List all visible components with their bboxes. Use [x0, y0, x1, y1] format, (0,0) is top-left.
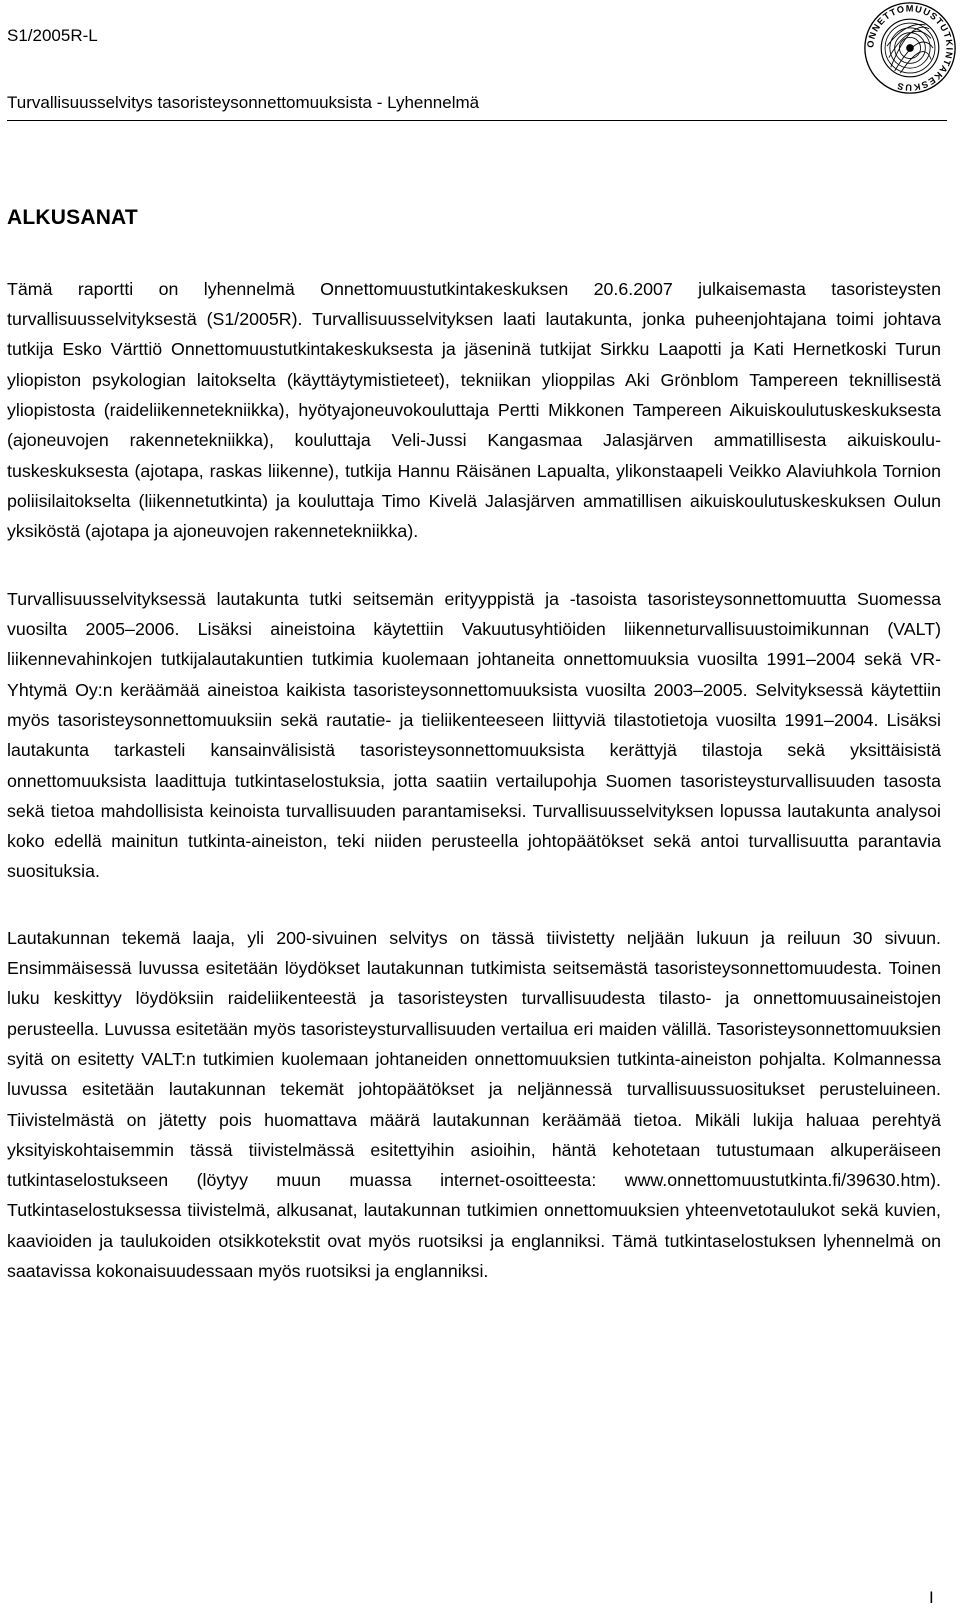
document-running-title: Turvallisuusselvitys tasoristeysonnettomuuksista - Lyhennelmä — [7, 93, 480, 112]
seal-ring-text: ONNETTOMUUSTUTKINTAKESKUS — [865, 3, 955, 93]
paragraph-2: Turvallisuusselvityksessä lautakunta tutki seitsemän erityyppistä ja -tasoista tasoristeysonnettomuutta Suomessa vuosilta 2005–2006. Lisäksi aineistoina käytettiin Vakuutusyhtiöiden liikenneturvallisuustoimikunnan (VALT) liikennevahinkojen tutkijalautakuntien tutkimia kuolemaan johtaneita onnettomuuksia vuosilta 1991–2004 sekä VR-Yhtymä Oy:n keräämää aineistoa kaikista tasoristeysonnettomuuksista vuosilta 2003–2005. Selvityksessä käytettiin myös tasoristeysonnettomuuksiin sekä rautatie- ja tieliikenteeseen liittyviä tilastotietoja vuosilta 1991–2004. Lisäksi lautakunta tarkasteli kansainvälisistä tasoristeysonnettomuuksista kerättyjä tilastoja sekä yksittäisistä onnettomuuksista laadittuja tutkintaselostuksia, jotta saatiin vertailupohja Suomen tasoristeysturvallisuuden tasosta sekä tietoa mahdollisista keinoista turvallisuuden parantamiseksi. Turvallisuusselvityksen lopussa lautakunta analysoi koko edellä mainitun tutkinta-aineiston, teki niiden perusteella johtopäätökset sekä antoi turvallisuutta parantavia suosituksia. — [7, 588, 941, 882]
document-code: S1/2005R-L — [7, 26, 98, 45]
page-number: I — [929, 1588, 934, 1607]
header-divider — [7, 120, 947, 121]
paragraph-1: Tämä raportti on lyhennelmä Onnettomuustutkintakeskuksen 20.6.2007 julkaisemasta tasoristeysten turvallisuusselvityksestä (S1/2005R). Turvallisuusselvityksen laati lautakunta, jonka puheenjohtajana toimi johtava tutkija Esko Värttiö Onnettomuustutkintakeskuksesta ja jäseninä tutkijat Sirkku Laapotti ja Kati Hernetkoski Turun yliopiston psykologian laitokselta (käyttäytymistieteet), tekniikan ylioppilas Aki Grönblom Tampereen teknillisestä yliopistosta (raideliikennetekniikka), hyötyajoneuvokouluttaja Pertti Mikkonen Tampereen Aikuiskoulutuskeskuksesta (ajoneuvojen rakennetekniikka), kouluttaja Veli-Jussi Kangasmaa Jalasjärven ammatillisesta aikuiskoulutuskeskuksesta (ajotapa, raskas liikenne), tutkija Hannu Räisänen Lapualta, ylikonstaapeli Veikko Alaviuhkola Tornion poliisilaitokselta (liikennetutkinta) ja kouluttaja Timo Kivelä Jalasjärven ammatillisen aikuiskoulutuskeskuksen Oulun yksiköstä (ajotapa ja ajoneuvojen rakennetekniikka). — [7, 278, 941, 542]
paragraph-3: Lautakunnan tekemä laaja, yli 200-sivuinen selvitys on tässä tiivistetty neljään lukuun ja reiluun 30 sivuun. Ensimmäisessä luvussa esitetään löydökset lautakunnan tutkimista seitsemästä tasoristeysonnettomuudesta. Toinen luku keskittyy löydöksiin raideliikenteestä ja tasoristeysten turvallisuudesta tilasto- ja onnettomuusaineistojen perusteella. Luvussa esitetään myös tasoristeysturvallisuuden vertailua eri maiden välillä. Tasoristeysonnettomuuksien syitä on esitetty VALT:n tutkimien kuolemaan johtaneiden onnettomuuksien tutkinta-aineiston pohjalta. Kolmannessa luvussa esitetään lautakunnan tekemät johtopäätökset ja neljännessä turvallisuussuositukset perusteluineen. Tiivistelmästä on jätetty pois huomattava määrä lautakunnan keräämää tietoa. Mikäli lukija haluaa perehtyä yksityiskohtaisemmin tässä tiivistelmässä esitettyihin asioihin, häntä kehotetaan tutustumaan alkuperäiseen tutkintaselostukseen (löytyy muun muassa internet-osoitteesta: www.onnettomuustutkinta.fi/39630.htm). Tutkintaselostuksessa tiivistelmä, alkusanat, lautakunnan tutkimien onnettomuuksien yhteenvetotaulukot sekä kuvien, kaavioiden ja taulukoiden otsikkotekstit ovat myös ruotsiksi ja englanniksi. Tämä tutkintaselostuksen lyhennelmä on saatavissa kokonaisuudessaan myös ruotsiksi ja englanniksi. — [7, 927, 941, 1282]
section-heading: ALKUSANAT — [7, 206, 138, 229]
onnettomuustutkintakeskus-seal-icon — [862, 0, 958, 96]
